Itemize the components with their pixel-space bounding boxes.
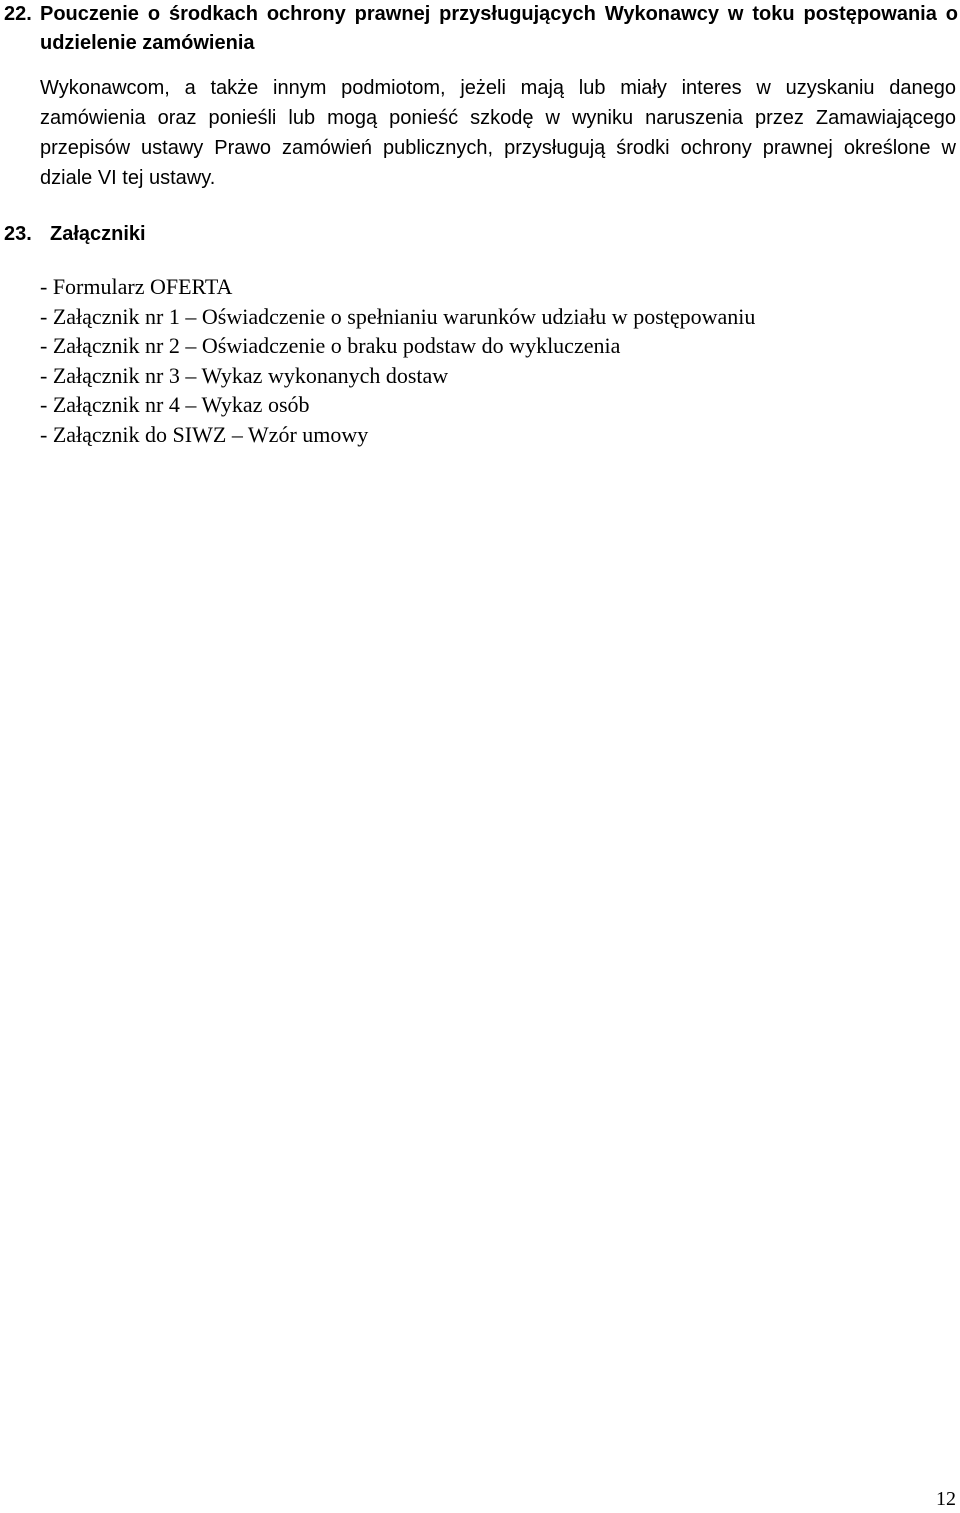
attachment-item: - Załącznik nr 3 – Wykaz wykonanych dostaw xyxy=(40,362,449,388)
section-22-title: Pouczenie o środkach ochrony prawnej przysługujących Wykonawcy w toku postępowania o udzielenie zamówienia xyxy=(40,3,958,54)
attachment-item: - Załącznik nr 2 – Oświadczenie o braku podstaw do wykluczenia xyxy=(40,333,621,358)
page-number: 12 xyxy=(936,1488,956,1510)
section-22-body: Wykonawcom, a także innym podmiotom, jeżeli mają lub miały interes w uzyskaniu danego zamówienia oraz ponieśli lub mogą ponieść szkodę w wyniku naruszenia przez Zamawiającego przepisów ustawy Prawo zamówień publicznych, przysługują środki ochrony prawnej określone w dziale VI tej ustawy. xyxy=(40,77,956,189)
attachment-item: - Załącznik nr 4 – Wykaz osób xyxy=(40,392,310,417)
attachment-item: - Załącznik nr 1 – Oświadczenie o spełnianiu warunków udziału w postępowaniu xyxy=(40,303,756,329)
section-22-heading xyxy=(4,0,958,58)
section-23-title: Załączniki xyxy=(50,223,146,245)
section-23-number: 23. xyxy=(4,223,32,245)
attachments-list xyxy=(40,272,956,449)
section-22-number: 22. xyxy=(4,3,32,25)
attachment-item: - Załącznik do SIWZ – Wzór umowy xyxy=(40,421,369,447)
section-23-heading xyxy=(4,220,958,249)
attachment-item: - Formularz OFERTA xyxy=(40,274,233,299)
